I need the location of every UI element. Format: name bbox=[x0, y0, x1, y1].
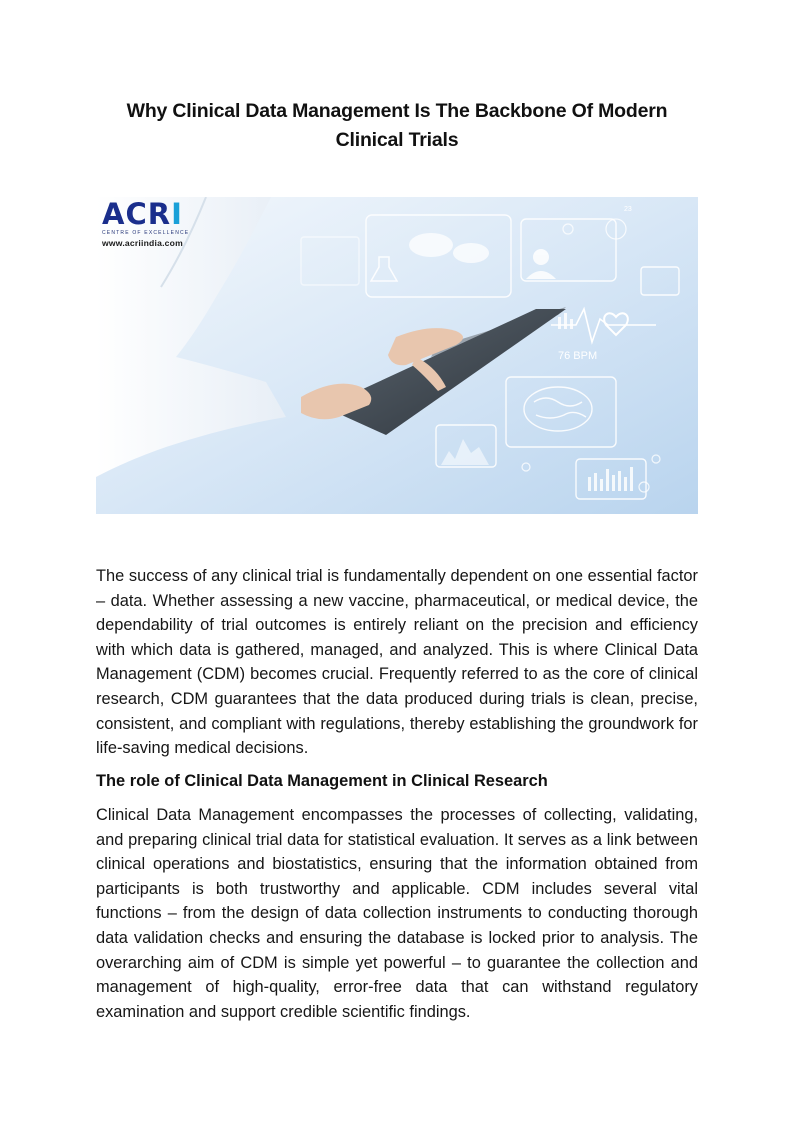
hero-image bbox=[96, 197, 698, 514]
logo-url: www.acriindia.com bbox=[102, 238, 183, 248]
page-title: Why Clinical Data Management Is The Backbone Of Modern Clinical Trials bbox=[126, 100, 668, 151]
logo-tagline: CENTRE OF EXCELLENCE bbox=[102, 230, 190, 236]
bpm-readout: 76 BPM bbox=[558, 350, 598, 362]
intro-paragraph: The success of any clinical trial is fundamentally dependent on one essential factor – data. Whether assessing a new vaccine, pharmaceutical, or medical device, the dependability of trial outcomes is entirely reliant on the precision and efficiency with which data is gathered, managed, and analyzed. This is where Clinical Data Management (CDM) becomes crucial. Frequently referred to as the core of clinical research, CDM guarantees that the data produced during trials is clean, precise, consistent, and compliant with regulations, thereby establishing the groundwork for life-saving medical decisions. bbox=[96, 567, 698, 758]
brand-logo bbox=[102, 199, 196, 259]
section-paragraph: Clinical Data Management encompasses the processes of collecting, validating, and preparing clinical trial data for statistical evaluation. It serves as a link between clinical operations and biostatistics, ensuring that the information obtained from participants is both trustworthy and applicable. CDM includes several vital functions – from the design of data collection instruments to conducting thorough data validation checks and ensuring the database is locked prior to analysis. The overarching aim of CDM is simple yet powerful – to guarantee the collection and management of high-quality, error-free data that can withstand regulatory examination and support credible scientific findings. bbox=[96, 806, 698, 1021]
section-heading: The role of Clinical Data Management in Clinical Research bbox=[96, 772, 548, 790]
counter-readout: 23 bbox=[624, 206, 632, 213]
logo-wordmark: ACRI bbox=[102, 197, 183, 231]
